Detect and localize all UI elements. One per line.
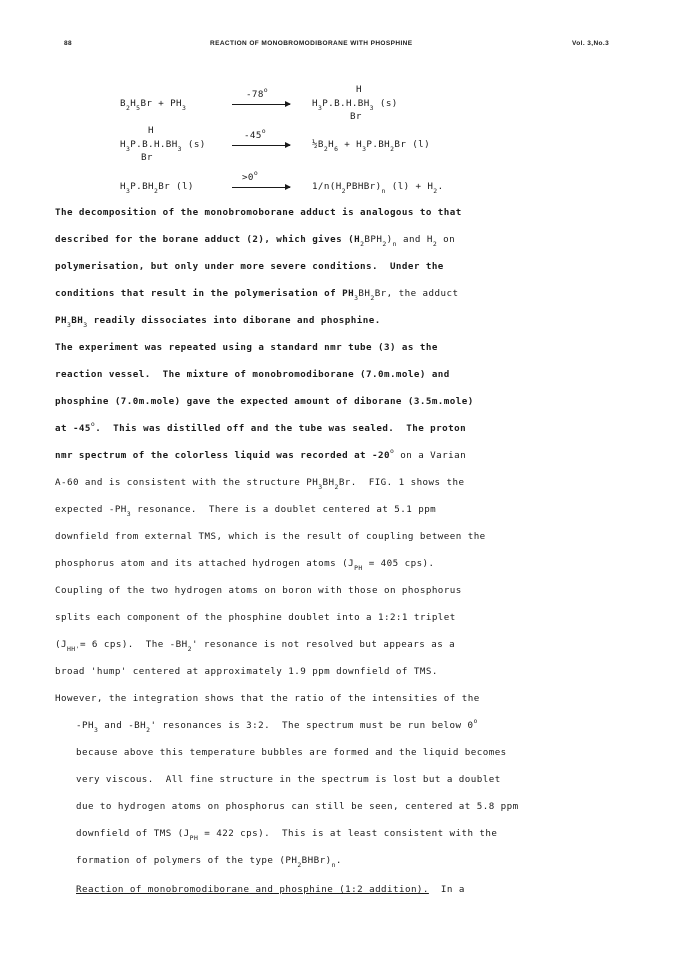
equation-1-lhs: $B_2H_5Br + PH_3$ bbox=[120, 98, 187, 112]
equation-1-top-h: H bbox=[356, 84, 362, 95]
paragraph-line: However, the integration shows that the ratio of the intensities of the bbox=[55, 693, 480, 704]
paragraph-line: Coupling of the two hydrogen atoms on boron with those on phosphorus bbox=[55, 585, 462, 596]
section-heading-continuation: In a bbox=[428, 884, 465, 895]
reaction-arrow bbox=[232, 104, 290, 105]
paragraph-line: very viscous. All fine structure in the spectrum is lost but a doublet bbox=[76, 774, 501, 785]
paragraph-line: phosphine (7.0m.mole) gave the expected amount of diborane (3.5m.mole) bbox=[55, 396, 474, 407]
volume-label: Vol. 3,No.3 bbox=[572, 40, 610, 47]
paragraph-line: downfield from external TMS, which is the result of coupling between the bbox=[55, 531, 486, 542]
equation-3-lhs: $H_3P.BH_2Br$ (l) bbox=[120, 181, 194, 195]
paragraph-line: $PH_3BH_3$ readily dissociates into diborane and phosphine. bbox=[55, 315, 381, 329]
paragraph-line: The decomposition of the monobromoborane adduct is analogous to that bbox=[55, 207, 462, 218]
paragraph-line: conditions that result in the polymerisation of $PH_3BH_2Br$, the adduct bbox=[55, 288, 459, 302]
section-heading-title: Reaction of monobromodiborane and phosphine (1:2 addition). bbox=[76, 884, 429, 895]
equation-1-bottom-br: Br bbox=[350, 111, 362, 122]
paragraph-line: splits each component of the phosphine doublet into a 1:2:1 triplet bbox=[55, 612, 456, 623]
paragraph-line: downfield of TMS ($J_{PH} = 422$ cps). This is at least consistent with the bbox=[76, 828, 498, 842]
equation-1-temperature: -78$^o$ bbox=[246, 86, 269, 100]
running-title: REACTION OF MONOBROMODIBORANE WITH PHOSPHINE bbox=[210, 40, 413, 47]
paragraph-line: at -45$^o$. This was distilled off and the tube was sealed. The proton bbox=[55, 420, 467, 434]
equation-2-bottom-br: Br bbox=[141, 152, 153, 163]
paragraph-line: formation of polymers of the type $(PH_2BHBr)_n$. bbox=[76, 855, 342, 869]
equation-2-top-h: H bbox=[148, 125, 154, 136]
paragraph-line: reaction vessel. The mixture of monobromodiborane (7.0m.mole) and bbox=[55, 369, 450, 380]
equation-2-temperature: -45$^o$ bbox=[244, 127, 267, 141]
paragraph-line: broad 'hump' centered at approximately 1.9 ppm downfield of TMS. bbox=[55, 666, 438, 677]
paragraph-line: ($J_{HH'}= 6$ cps). The $-BH_2'$ resonance is not resolved but appears as a bbox=[55, 639, 456, 653]
paragraph-line: because above this temperature bubbles are formed and the liquid becomes bbox=[76, 747, 507, 758]
paragraph-line: expected $-PH_3$ resonance. There is a doublet centered at 5.1 ppm bbox=[55, 504, 437, 518]
equation-3-temperature: $>0^o$ bbox=[242, 169, 259, 183]
reaction-arrow bbox=[232, 145, 290, 146]
section-heading bbox=[76, 884, 465, 895]
paragraph-line: nmr spectrum of the colorless liquid was recorded at -20$^o$ on a Varian bbox=[55, 447, 467, 461]
paragraph-line: A-60 and is consistent with the structure $PH_3BH_2Br$. FIG. 1 shows the bbox=[55, 477, 465, 491]
paragraph-line: due to hydrogen atoms on phosphorus can still be seen, centered at 5.8 ppm bbox=[76, 801, 519, 812]
equation-2-lhs: $H_3P.B.H.BH_3$ (s) bbox=[120, 139, 206, 153]
paragraph-line: phosphorus atom and its attached hydrogen atoms ($J_{PH} = 405$ cps). bbox=[55, 558, 435, 572]
equation-1-rhs: $H_3P.B.H.BH_3$ (s) bbox=[312, 98, 398, 112]
paragraph-line: polymerisation, but only under more severe conditions. Under the bbox=[55, 261, 444, 272]
equation-2-rhs: $\frac{1}{2}B_2H_6 + H_3P.BH_2Br$ (l) bbox=[312, 139, 430, 153]
paragraph-line: The experiment was repeated using a standard nmr tube (3) as the bbox=[55, 342, 438, 353]
equation-3-rhs: $1/n(H_2PBHBr)_n$ $(l) + H_2$. bbox=[312, 181, 444, 195]
paragraph-line: described for the borane adduct (2), which gives $(H_2BPH_2)_n$ and $H_2$ on bbox=[55, 234, 456, 248]
page-number: 88 bbox=[64, 40, 73, 47]
paragraph-line: $-PH_3$ and $-BH_2'$ resonances is 3:2. The spectrum must be run below 0$^o$ bbox=[76, 717, 478, 734]
reaction-arrow bbox=[232, 187, 290, 188]
